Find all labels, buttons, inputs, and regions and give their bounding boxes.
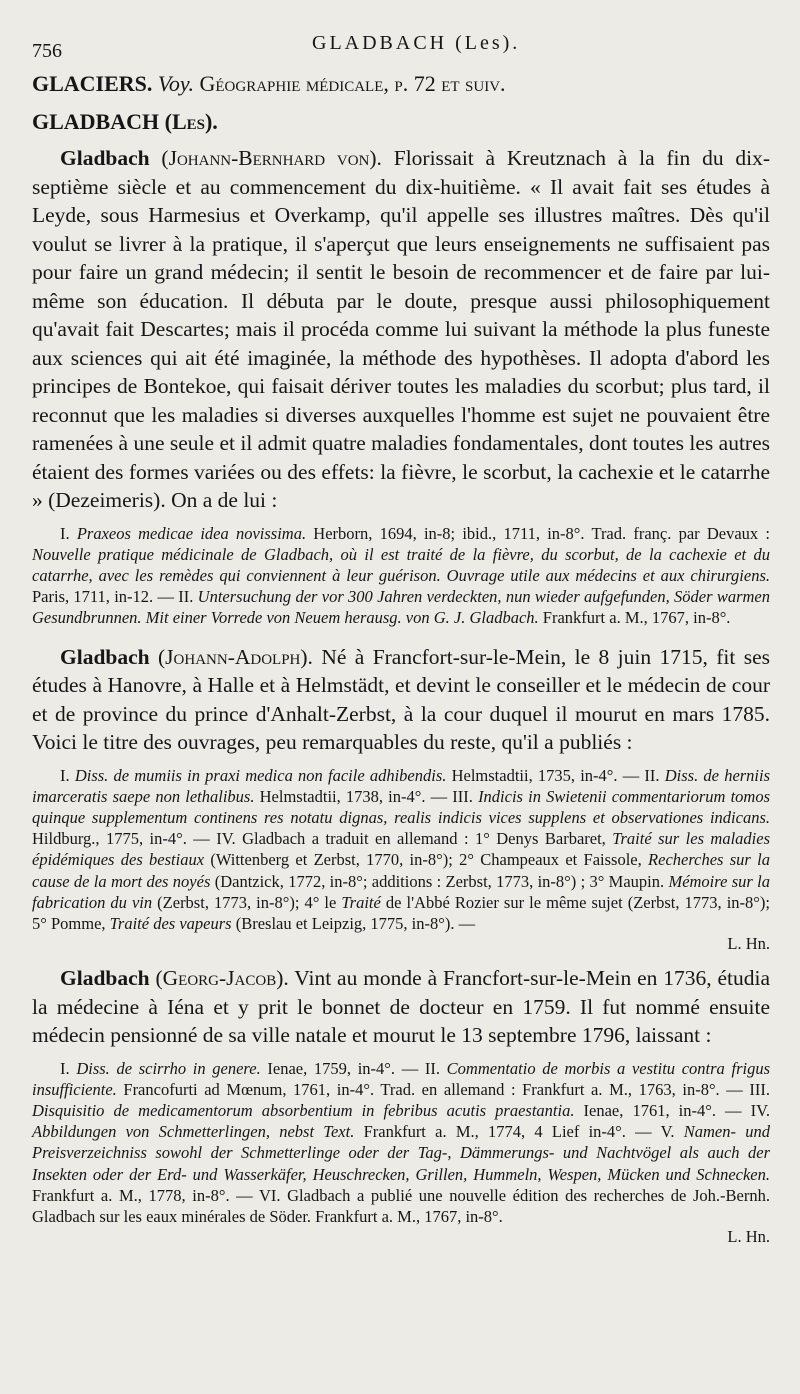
entry2-name: Gladbach (60, 644, 150, 669)
entry2-biblio-title: Traité des vapeurs (109, 913, 232, 933)
page-number: 756 (32, 40, 62, 62)
entry3-biblio-part: Ienae, 1759, in-4°. — II. (260, 1058, 447, 1078)
entry3-body: Vint au monde à Francfort-sur-le-Mein en 1736, étudia la médecine à Iéna et y prit le bonnet de docteur en 1759. Il fut nommé ensuite médecin pensionné de sa ville natale et mourut le 13 septembre 1796, laissant : (32, 966, 771, 1048)
running-title: GLADBACH (Les). (312, 32, 521, 54)
entry1-body: Florissait à Kreutznach à la fin du dix-septième siècle et au commencement du dix-huitième. « Il avait fait ses études à Leyde, sous Harmesius et Overkamp, qu'il appelle ses illustres maîtres. Dès qu'il voulut se livrer à la pratique, il s'aperçut que leurs enseignements ne suffisaient pas pour faire un grand médecin; il sentit le besoin de recommencer et de faire par lui-même son éducation. Il débuta par le doute, presque aussi philosophiquement qu'avait fait Descartes; mais il procéda comme lui suivant la méthode la plus funeste aux sciences qui ait été imaginée, la méthode des hypothèses. Il adopta d'abord les principes de Bontekoe, qui faisait dériver toutes les maladies du scorbut; plus tard, il reconnut que les maladies si diverses auxquelles l'homme est sujet ne pouvaient être ramenées à une seule et il admit quatre maladies fondamentales, dont toutes les autres étaient des formes variées ou des effets: la fièvre, le scorbut, la cachexie et le catarrhe » (Dezeimeris). On a de lui : (32, 146, 770, 512)
entry3-given: (Georg-Jacob). (155, 966, 289, 991)
entry-georg-jacob (32, 964, 770, 1247)
entry3-biblio-title: Commentatio de morbis a vestitu contra frigus insufficiente. (32, 1058, 770, 1099)
entry1-bibliography (32, 523, 770, 629)
entry3-biblio-part: Ienae, 1761, in-4°. — IV. (574, 1101, 770, 1121)
entry1-biblio-part: Herborn, 1694, in-8; ibid., 1711, in-8°. Trad. franç. par Devaux : (306, 523, 770, 543)
entry2-biblio-title: Diss. de herniis imarceratis saepe non lethalibus. (32, 765, 771, 806)
entry2-biblio-part: Helmstadtii, 1738, in-4°. — III. (254, 786, 479, 806)
entry3-biblio-part: Frankfurt a. M., 1778, in-8°. — VI. Gladbach a publié une nouvelle édition des recherches de Joh.-Bernh. Gladbach sur les eaux minérales de Söder. Frankfurt a. M., 1767, in-8°. (32, 1185, 770, 1227)
entry2-given: (Johann-Adolph). (158, 644, 313, 669)
entry1-biblio-part: I. (60, 523, 77, 543)
entry2-biblio-part: Hildburg., 1775, in-4°. — IV. Gladbach a traduit en allemand : 1° Denys Barbaret, (32, 829, 613, 849)
entry1-biblio-title: Untersuchung der vor 300 Jahren verdeckten, nun wieder aufgefunden, Söder warmen Gesundbrunnen. Mit einer Vorrede von Neuem herausg. von G. J. Gladbach. (32, 587, 770, 628)
entry2-bibliography (32, 765, 770, 935)
gladbach-les-heading (32, 108, 770, 136)
entry1-biblio-part: Frankfurt a. M., 1767, in-8°. (538, 608, 731, 628)
entry2-signature: L. Hn. (727, 934, 770, 954)
entry3-biblio-title: Abbildungen von Schmetterlingen, nebst Text. (32, 1122, 355, 1142)
entry2-biblio-title: Mémoire sur la fabrication du vin (32, 871, 770, 912)
entry2-biblio-part: (Wittenberg et Zerbst, 1770, in-8°); 2° Champeaux et Faissole, (204, 850, 649, 870)
entry3-biblio-title: Diss. de scirrho in genere. (76, 1058, 261, 1078)
entry3-biblio-title: Disquisitio de medicamentorum absorbentium in febribus acutis praestantia. (32, 1101, 575, 1121)
entry1-text (32, 144, 770, 515)
entry2-text (32, 643, 770, 757)
entry3-biblio-title: Namen- und Preisverzeichniss sowohl der Schmetterlinge oder der Tag-, Dämmerungs- und Nachtvögel als auch der Insekten oder der Erd- und Wasserkäfer, Heuschrecken, Grillen, Hummeln, Wespen, Mücken und Schnecken. (32, 1122, 770, 1184)
entry1-name: Gladbach (60, 146, 150, 170)
entry1-biblio-title: Nouvelle pratique médicinale de Gladbach, où il est traité de la fièvre, du scorbut, de la cachexie et du catarrhe, avec les remèdes qui conviennent à leur guérison. Ouvrage utile aux médecins et aux chirurgiens. (32, 544, 770, 585)
entry2-biblio-title: Recherches sur la cause de la mort des noyés (32, 850, 770, 891)
glaciers-entry (32, 70, 770, 98)
entry3-name: Gladbach (60, 966, 150, 991)
entry2-biblio-title: Diss. de mumiis in praxi medica non facile adhibendis. (74, 765, 447, 785)
glaciers-term: GLACIERS. (32, 71, 153, 96)
entry2-biblio-part: Helmstadtii, 1735, in-4°. — II. (446, 765, 665, 785)
entry3-text (32, 964, 770, 1050)
glaciers-voy: Voy. (157, 71, 194, 96)
entry3-biblio-part: Francofurti ad Mœnum, 1761, in-4°. Trad. en allemand : Frankfurt a. M., 1763, in-8°. — III. (116, 1079, 770, 1099)
entry2-biblio-part: (Zerbst, 1773, in-8°); 4° le (152, 892, 342, 912)
entry-johann-bernhard (32, 144, 770, 629)
glaciers-ref: Géographie médicale, p. 72 et suiv. (199, 71, 506, 96)
entry3-biblio-part: Frankfurt a. M., 1774, 4 Lief in-4°. — V. (354, 1122, 684, 1142)
entry3-bibliography (32, 1058, 770, 1228)
entry2-biblio-title: Indicis in Swietenii commentariorum tomos quinque supplementum continens res notatu dignas, realis indicis vices supplens et observationes indicans. (32, 786, 770, 827)
entry2-body: Né à Francfort-sur-le-Mein, le 8 juin 1715, fit ses études à Hanovre, à Halle et à Helmstädt, et devint le conseiller et le médecin de cour et de province du prince d'Anhalt-Zerbst, à la cour duquel il mourut en mars 1785. Voici le titre des ouvrages, peu remarquables du reste, qu'il a publiés : (32, 644, 771, 755)
entry2-biblio-part: de l'Abbé Rozier sur le même sujet (Zerbst, 1773, in-8°); 5° Pomme, (32, 892, 770, 933)
entry2-biblio-part: (Dantzick, 1772, in-8°; additions : Zerbst, 1773, in-8°) ; 3° Maupin. (210, 871, 669, 891)
entry1-biblio-title: Praxeos medicae idea novissima. (76, 523, 307, 543)
entry2-biblio-part: I. (60, 765, 75, 785)
entry2-biblio-title: Traité sur les maladies épidémiques des bestiaux (32, 829, 771, 870)
entry2-biblio-part: (Breslau et Leipzig, 1775, in-8°). — (231, 913, 476, 933)
page-header (32, 26, 770, 62)
entry2-biblio-title: Traité (341, 892, 381, 912)
entry3-signature: L. Hn. (727, 1227, 770, 1247)
entry1-biblio-part: Paris, 1711, in-12. — II. (32, 587, 198, 607)
entry3-biblio-part: I. (60, 1058, 77, 1078)
entry-johann-adolph (32, 643, 770, 955)
entry1-given: (Johann-Bernhard von). (161, 146, 382, 170)
gladbach-les-term: GLADBACH (Les). (32, 109, 218, 134)
